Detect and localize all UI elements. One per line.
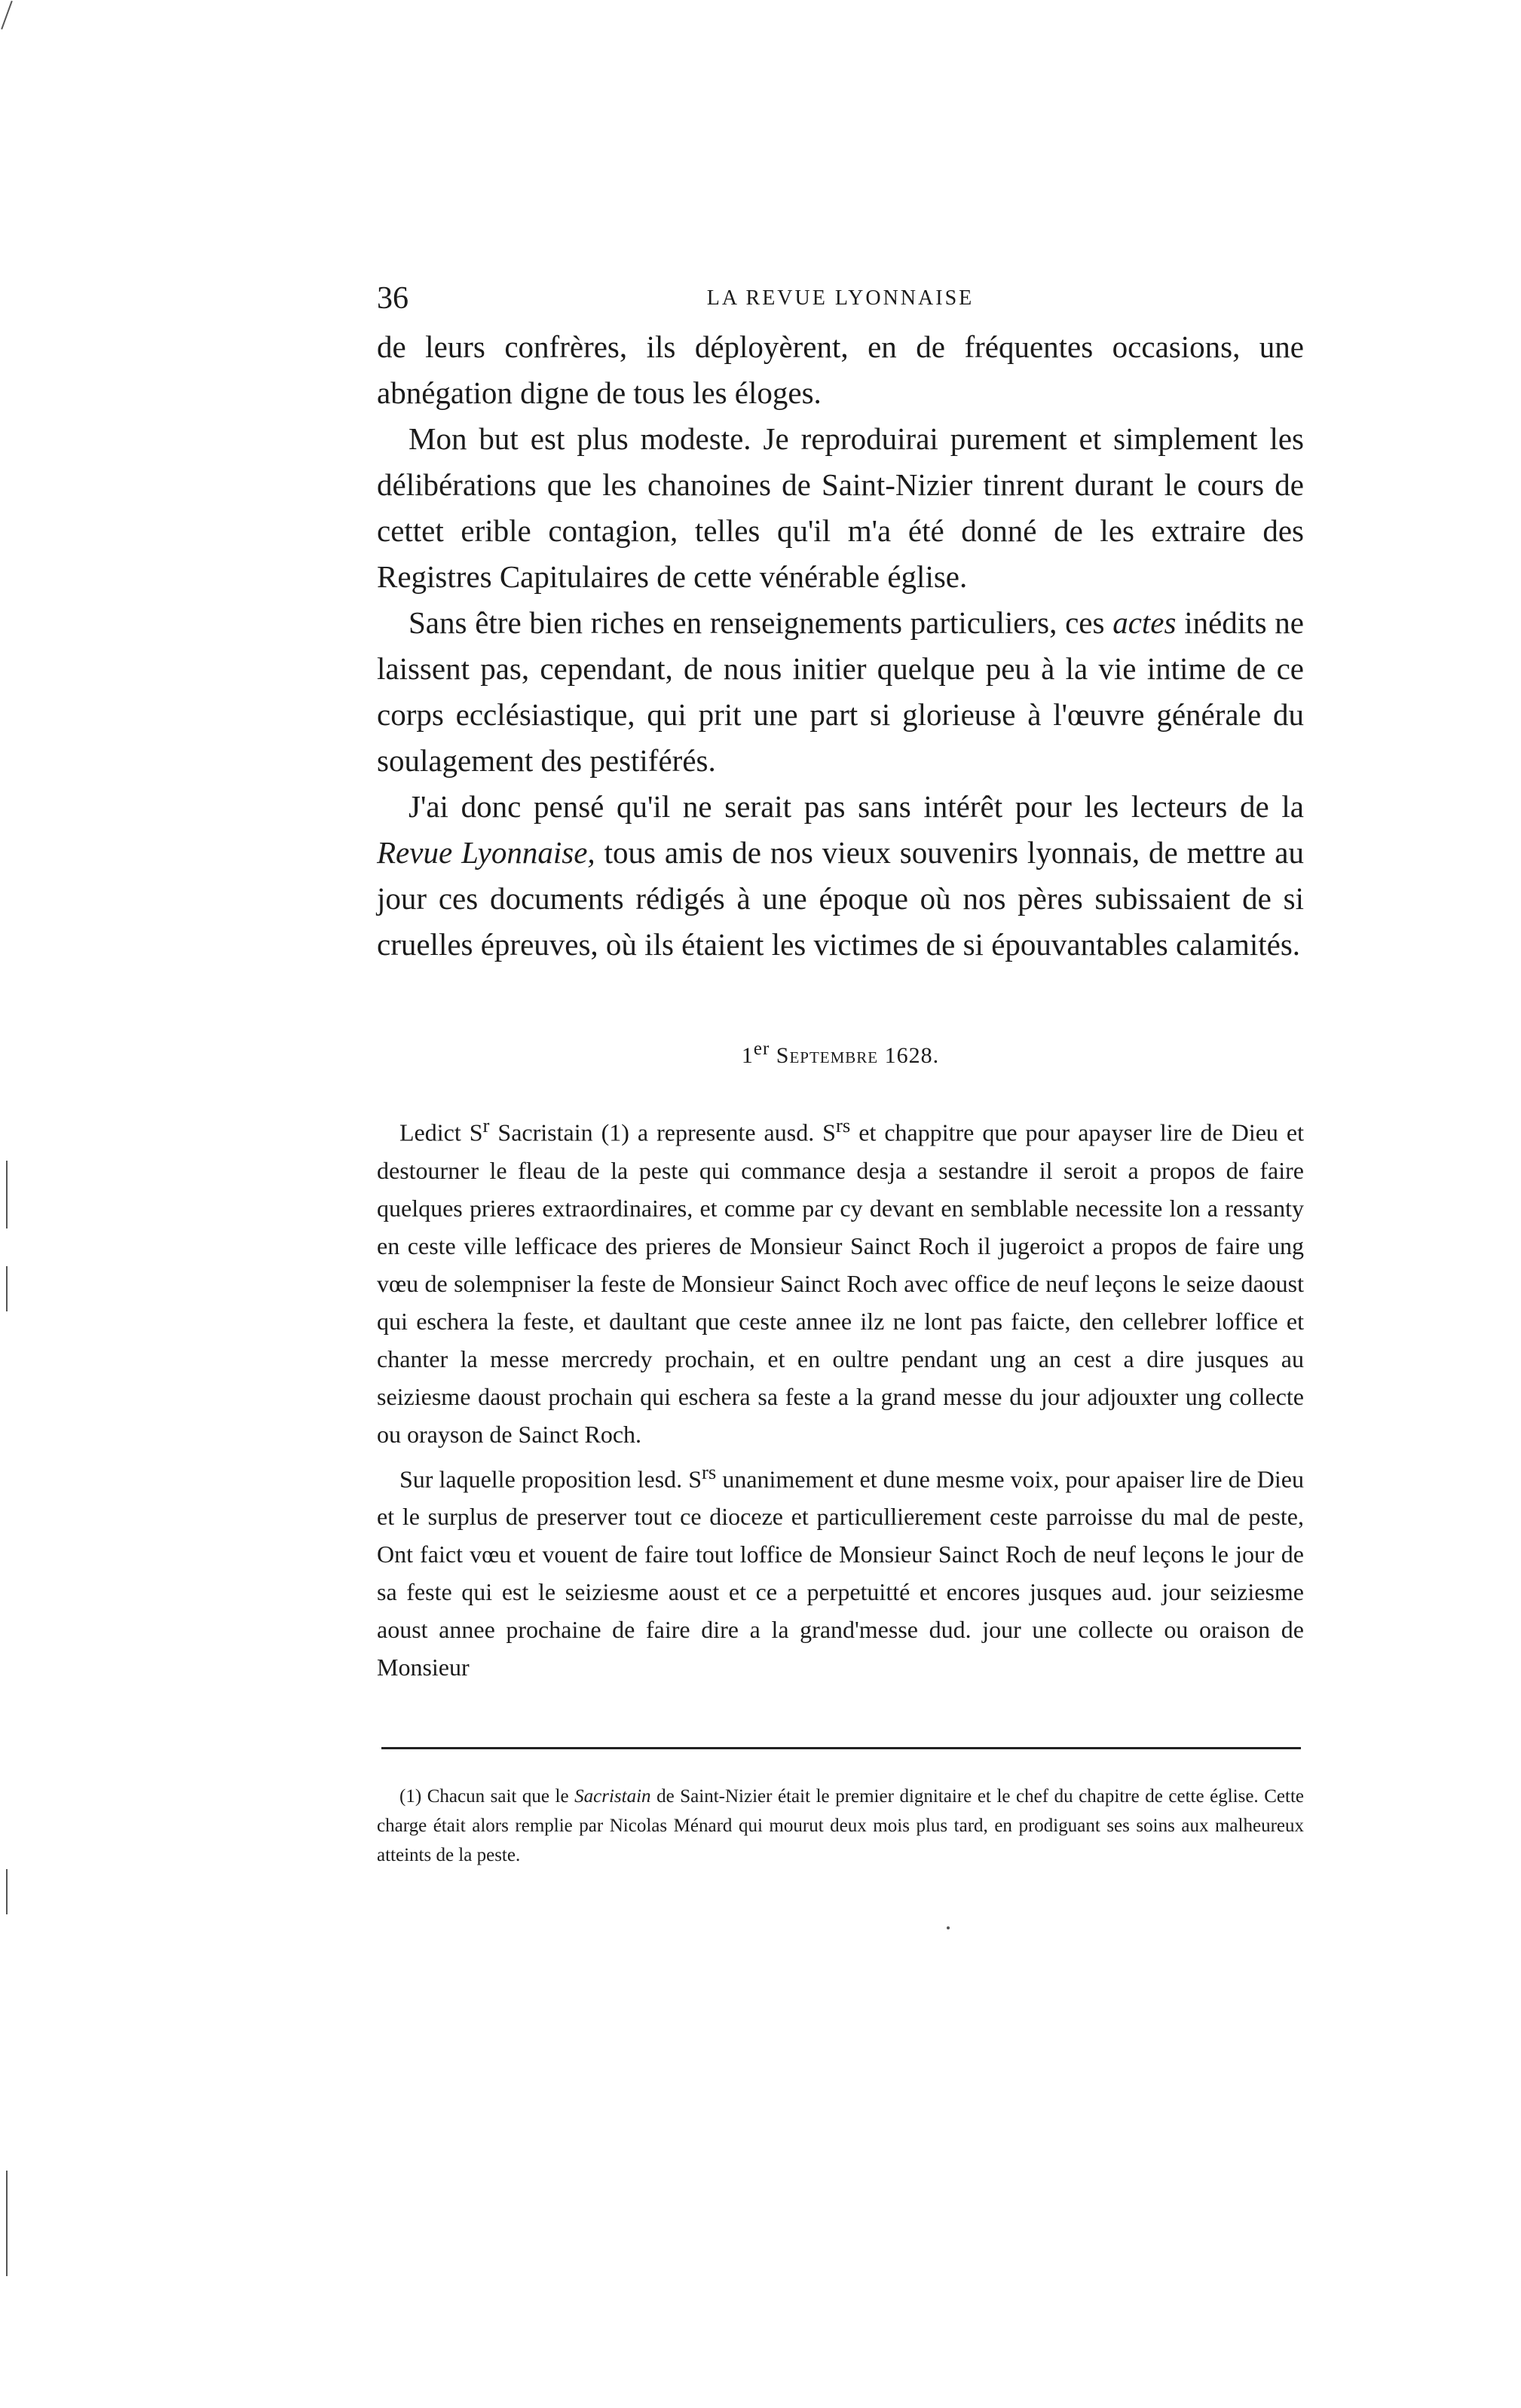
deliberation-record xyxy=(377,1106,1304,1686)
paragraph xyxy=(377,1453,1304,1687)
scan-edge-mark xyxy=(1,1,13,29)
text-run: (1) Chacun sait que le xyxy=(399,1786,575,1807)
date-day: 1 xyxy=(741,1043,754,1068)
italic-text: Sacristain xyxy=(574,1786,651,1807)
footnote-text xyxy=(377,1782,1304,1870)
journal-title: LA REVUE LYONNAISE xyxy=(706,286,975,310)
text-run: Ledict S xyxy=(399,1118,483,1146)
date-month-year: Septembre 1628. xyxy=(776,1043,940,1068)
text-run: unanimement et dune mesme voix, pour apaiser lire de Dieu et le surplus de preserver tout ce dioceze et particullierement ceste parroisse du mal de peste, Ont faict vœu et vouent de faire tout loffice de Monsieur Sainct Roch de neuf leçons le jour de sa feste qui est le seiziesme aoust et ce a perpetuitté et encores jusques aud. jour seiziesme aoust annee prochaine de faire dire a la grand'messe dud. jour une collecte ou oraison de Monsieur xyxy=(377,1465,1305,1681)
body-text xyxy=(377,324,1304,968)
footnote xyxy=(377,1782,1304,1870)
text-run: tous amis de nos vieux souvenirs lyonnais, de mettre au jour ces documents rédigés à une époque où nos pères subissaient de si cruelles épreuves, où ils étaient les victimes de si épouvantables calamités. xyxy=(377,835,1304,962)
section-date-heading xyxy=(377,1039,1304,1069)
paragraph xyxy=(377,784,1304,968)
text-run: Sans être bien riches en renseignements particuliers, ces xyxy=(409,605,1113,640)
date-day-suffix: er xyxy=(753,1039,770,1059)
superscript: rs xyxy=(702,1460,717,1483)
superscript: r xyxy=(482,1114,490,1137)
text-run: inédits ne laissent pas, cependant, de nous initier quelque peu à la vie intime de ce corps ecclésiastique, qui prit une part si glorieuse à l'œuvre générale du soulagement des pestiférés. xyxy=(377,605,1304,778)
text-run: Sur laquelle proposition lesd. S xyxy=(399,1465,702,1493)
page-number: 36 xyxy=(377,281,409,316)
scan-edge-mark xyxy=(6,1869,8,1914)
running-head xyxy=(377,280,1304,326)
superscript: rs xyxy=(835,1114,851,1137)
paragraph: Mon but est plus modeste. Je reproduirai purement et simplement les délibérations que les chanoines de Saint-Nizier tinrent durant le cours de cettet erible contagion, telles qu'il m'a été donné de les extraire des Registres Capitulaires de cette vénérable église. xyxy=(377,421,1304,594)
scan-edge-mark xyxy=(6,1266,8,1311)
paragraph xyxy=(377,600,1304,784)
footnote-divider xyxy=(381,1747,1301,1749)
italic-text: Revue Lyonnaise, xyxy=(377,835,595,870)
paragraph: de leurs confrères, ils déployèrent, en de fréquentes occasions, une abnégation digne de tous les éloges. xyxy=(377,329,1304,410)
scan-edge-mark xyxy=(6,1161,8,1228)
text-run: de Saint-Nizier était le premier dignitaire et le chef du chapitre de cette église. Cette charge était alors remplie par Nicolas Ménard qui mourut deux mois plus tard, en prodiguant ses soins aux malheureux atteints de la peste. xyxy=(377,1786,1304,1865)
text-run: J'ai donc pensé qu'il ne serait pas sans intérêt pour les lecteurs de la xyxy=(409,789,1304,824)
paragraph xyxy=(377,1106,1304,1453)
text-run: Sacristain (1) a represente ausd. S xyxy=(489,1118,836,1146)
scan-speck xyxy=(947,1926,950,1929)
italic-text: actes xyxy=(1112,605,1177,640)
scan-edge-mark xyxy=(6,2171,8,2276)
text-run: et chappitre que pour apayser lire de Dieu et destourner le fleau de la peste qui commance desja a sestandre il seroit a propos de faire quelques prieres extraordinaires, et comme par cy devant en semblable necessite lon a ressanty en ceste ville lefficace des prieres de Monsieur Sainct Roch il jugeroict a propos de faire ung vœu de solempniser la feste de Monsieur Sainct Roch avec office de neuf leçons le seize daoust qui eschera la feste, et daultant que ceste annee ilz ne lont pas faicte, den cellebrer loffice et chanter la messe mercredy prochain, et en oultre pendant ung an cest a dire jusques au seiziesme daoust prochain qui eschera sa feste a la grand messe du jour adjouxter ung collecte ou orayson de Sainct Roch. xyxy=(377,1118,1305,1448)
